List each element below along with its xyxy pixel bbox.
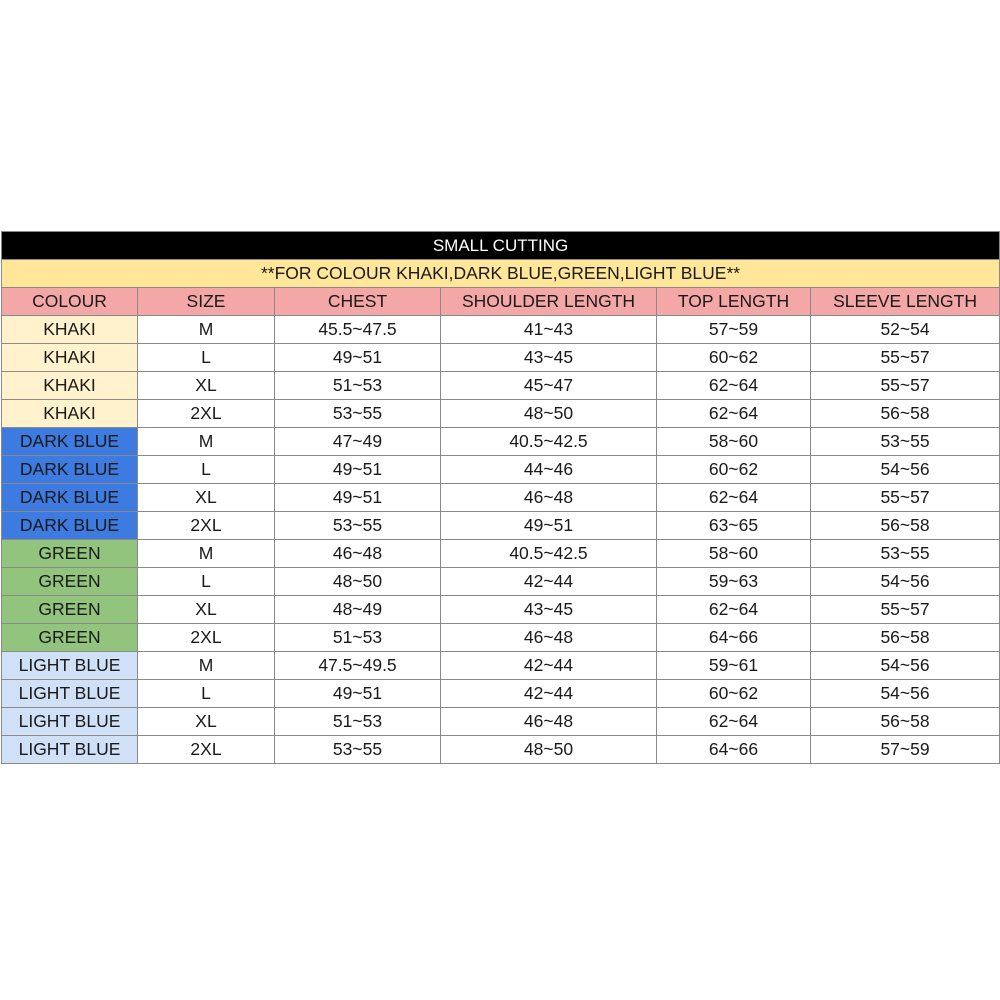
chest-cell: 47.5~49.5	[275, 652, 441, 680]
column-header-sleeve-length: SLEEVE LENGTH	[811, 288, 1000, 316]
colour-cell: LIGHT BLUE	[2, 708, 138, 736]
chest-cell: 48~50	[275, 568, 441, 596]
column-header-size: SIZE	[138, 288, 275, 316]
shoulder-length-cell: 42~44	[441, 652, 657, 680]
shoulder-length-cell: 42~44	[441, 680, 657, 708]
table-row	[2, 596, 1000, 624]
shoulder-length-cell: 46~48	[441, 484, 657, 512]
table-row	[2, 372, 1000, 400]
chest-cell: 51~53	[275, 372, 441, 400]
top-length-cell: 64~66	[657, 736, 811, 764]
chest-cell: 53~55	[275, 400, 441, 428]
table-row	[2, 344, 1000, 372]
colour-note: **FOR COLOUR KHAKI,DARK BLUE,GREEN,LIGHT BLUE**	[2, 260, 1000, 288]
sleeve-length-cell: 56~58	[811, 400, 1000, 428]
colour-cell: LIGHT BLUE	[2, 736, 138, 764]
table-row	[2, 456, 1000, 484]
colour-cell: LIGHT BLUE	[2, 652, 138, 680]
colour-cell: DARK BLUE	[2, 512, 138, 540]
column-header-colour: COLOUR	[2, 288, 138, 316]
sleeve-length-cell: 55~57	[811, 596, 1000, 624]
chest-cell: 49~51	[275, 484, 441, 512]
top-length-cell: 62~64	[657, 708, 811, 736]
size-cell: XL	[138, 708, 275, 736]
chest-cell: 48~49	[275, 596, 441, 624]
colour-cell: GREEN	[2, 540, 138, 568]
table-row	[2, 540, 1000, 568]
shoulder-length-cell: 43~45	[441, 344, 657, 372]
shoulder-length-cell: 40.5~42.5	[441, 428, 657, 456]
table-row	[2, 400, 1000, 428]
shoulder-length-cell: 41~43	[441, 316, 657, 344]
chest-cell: 53~55	[275, 736, 441, 764]
sleeve-length-cell: 56~58	[811, 624, 1000, 652]
sleeve-length-cell: 53~55	[811, 540, 1000, 568]
size-cell: L	[138, 456, 275, 484]
shoulder-length-cell: 49~51	[441, 512, 657, 540]
table-row	[2, 708, 1000, 736]
top-length-cell: 63~65	[657, 512, 811, 540]
chest-cell: 45.5~47.5	[275, 316, 441, 344]
shoulder-length-cell: 48~50	[441, 400, 657, 428]
shoulder-length-cell: 42~44	[441, 568, 657, 596]
table-row	[2, 568, 1000, 596]
shoulder-length-cell: 46~48	[441, 624, 657, 652]
sleeve-length-cell: 55~57	[811, 344, 1000, 372]
sleeve-length-cell: 56~58	[811, 708, 1000, 736]
shoulder-length-cell: 46~48	[441, 708, 657, 736]
top-length-cell: 62~64	[657, 484, 811, 512]
sleeve-length-cell: 54~56	[811, 652, 1000, 680]
size-cell: XL	[138, 596, 275, 624]
chart-title: SMALL CUTTING	[2, 232, 1000, 260]
column-header-top-length: TOP LENGTH	[657, 288, 811, 316]
top-length-cell: 64~66	[657, 624, 811, 652]
top-length-cell: 60~62	[657, 456, 811, 484]
table-row	[2, 316, 1000, 344]
size-cell: M	[138, 540, 275, 568]
colour-cell: KHAKI	[2, 344, 138, 372]
sleeve-length-cell: 54~56	[811, 680, 1000, 708]
colour-cell: DARK BLUE	[2, 428, 138, 456]
sleeve-length-cell: 57~59	[811, 736, 1000, 764]
size-cell: M	[138, 428, 275, 456]
colour-cell: KHAKI	[2, 400, 138, 428]
table-row	[2, 680, 1000, 708]
size-cell: L	[138, 568, 275, 596]
size-cell: 2XL	[138, 400, 275, 428]
size-cell: XL	[138, 372, 275, 400]
shoulder-length-cell: 40.5~42.5	[441, 540, 657, 568]
colour-cell: DARK BLUE	[2, 484, 138, 512]
column-header-row	[2, 288, 1000, 316]
sleeve-length-cell: 56~58	[811, 512, 1000, 540]
top-length-cell: 60~62	[657, 344, 811, 372]
chest-cell: 53~55	[275, 512, 441, 540]
colour-cell: KHAKI	[2, 316, 138, 344]
top-length-cell: 58~60	[657, 428, 811, 456]
colour-cell: GREEN	[2, 596, 138, 624]
chest-cell: 49~51	[275, 344, 441, 372]
top-length-cell: 59~63	[657, 568, 811, 596]
chest-cell: 51~53	[275, 708, 441, 736]
note-row	[2, 260, 1000, 288]
size-chart-table	[1, 231, 1000, 764]
size-cell: XL	[138, 484, 275, 512]
chest-cell: 51~53	[275, 624, 441, 652]
table-row	[2, 652, 1000, 680]
chest-cell: 49~51	[275, 456, 441, 484]
top-length-cell: 58~60	[657, 540, 811, 568]
top-length-cell: 62~64	[657, 372, 811, 400]
table-row	[2, 428, 1000, 456]
sleeve-length-cell: 54~56	[811, 568, 1000, 596]
sleeve-length-cell: 52~54	[811, 316, 1000, 344]
size-chart-body	[2, 316, 1000, 764]
table-row	[2, 512, 1000, 540]
shoulder-length-cell: 43~45	[441, 596, 657, 624]
sleeve-length-cell: 54~56	[811, 456, 1000, 484]
sleeve-length-cell: 55~57	[811, 484, 1000, 512]
size-cell: M	[138, 652, 275, 680]
column-header-chest: CHEST	[275, 288, 441, 316]
colour-cell: LIGHT BLUE	[2, 680, 138, 708]
chest-cell: 47~49	[275, 428, 441, 456]
top-length-cell: 62~64	[657, 400, 811, 428]
column-header-shoulder-length: SHOULDER LENGTH	[441, 288, 657, 316]
size-cell: 2XL	[138, 736, 275, 764]
sleeve-length-cell: 55~57	[811, 372, 1000, 400]
shoulder-length-cell: 48~50	[441, 736, 657, 764]
top-length-cell: 62~64	[657, 596, 811, 624]
top-length-cell: 60~62	[657, 680, 811, 708]
colour-cell: GREEN	[2, 624, 138, 652]
table-row	[2, 484, 1000, 512]
colour-cell: DARK BLUE	[2, 456, 138, 484]
table-row	[2, 624, 1000, 652]
colour-cell: KHAKI	[2, 372, 138, 400]
shoulder-length-cell: 45~47	[441, 372, 657, 400]
table-row	[2, 736, 1000, 764]
sleeve-length-cell: 53~55	[811, 428, 1000, 456]
size-cell: 2XL	[138, 624, 275, 652]
colour-cell: GREEN	[2, 568, 138, 596]
size-cell: M	[138, 316, 275, 344]
title-row	[2, 232, 1000, 260]
chest-cell: 49~51	[275, 680, 441, 708]
chest-cell: 46~48	[275, 540, 441, 568]
size-cell: L	[138, 344, 275, 372]
size-cell: L	[138, 680, 275, 708]
top-length-cell: 59~61	[657, 652, 811, 680]
top-length-cell: 57~59	[657, 316, 811, 344]
size-cell: 2XL	[138, 512, 275, 540]
shoulder-length-cell: 44~46	[441, 456, 657, 484]
